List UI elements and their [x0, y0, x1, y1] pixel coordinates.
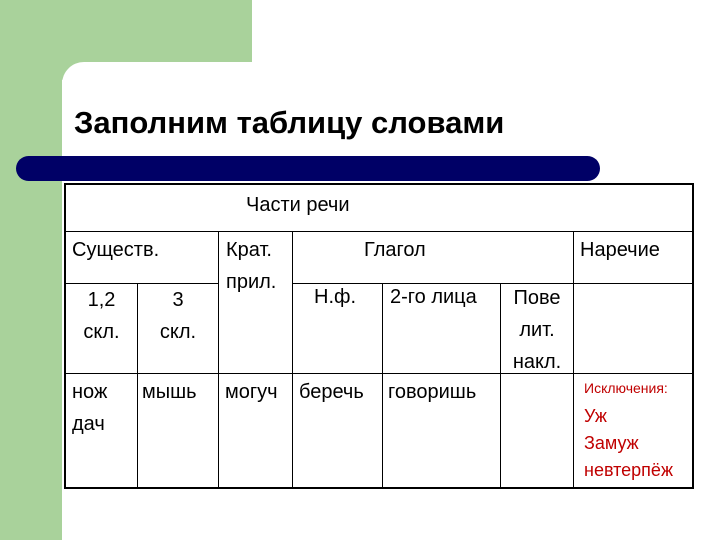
table-line [292, 283, 692, 284]
subheader-declension-1-2-line2: скл. [83, 321, 120, 343]
title-rule-bar [16, 156, 600, 181]
subheader-declension-1-2-line1: 1,2 [87, 289, 116, 311]
cell-word: дач [72, 413, 105, 435]
subheader-declension-1-2 [66, 284, 137, 348]
subheader-imperative-line2: лит. [519, 319, 555, 341]
cell-infinitive: беречь [299, 381, 364, 403]
cell-second-person: говоришь [388, 381, 477, 403]
header-noun: Существ. [72, 239, 160, 261]
table-line [218, 231, 219, 487]
subheader-imperative-line1: Пове [513, 287, 561, 309]
header-short-adj-line1: Крат. [226, 239, 272, 261]
table-line [66, 231, 692, 232]
cell-short-adj: могуч [225, 381, 278, 403]
subheader-declension-3-line2: скл. [159, 321, 197, 343]
cell-declension-3: мышь [142, 381, 197, 403]
table-line [573, 231, 574, 487]
header-parts-of-speech: Части речи [246, 194, 350, 216]
decor-green-left [0, 0, 62, 540]
exception-word: Замуж [584, 433, 639, 453]
exceptions-label: Исключения: [584, 380, 668, 396]
table-line [66, 373, 692, 374]
table-line [500, 283, 501, 487]
table-line [382, 283, 383, 487]
header-verb: Глагол [364, 239, 426, 261]
subheader-imperative [505, 282, 569, 378]
table-line [292, 231, 293, 487]
header-adverb: Наречие [580, 239, 660, 261]
subheader-declension-3-line1: 3 [172, 289, 184, 311]
cell-word: нож [72, 381, 108, 403]
header-short-adj [226, 234, 276, 298]
subheader-second-person: 2-го лица [390, 286, 477, 308]
header-short-adj-line2: прил. [226, 271, 277, 293]
exceptions-list [584, 403, 673, 484]
cell-declension-1-2 [72, 376, 107, 440]
subheader-infinitive: Н.ф. [314, 286, 357, 308]
subheader-declension-3 [138, 284, 218, 348]
slide-title: Заполним таблицу словами [74, 105, 505, 140]
exception-word: Уж [584, 406, 607, 426]
subheader-imperative-line3: накл. [512, 351, 562, 373]
exception-word: невтерпёж [584, 460, 673, 480]
